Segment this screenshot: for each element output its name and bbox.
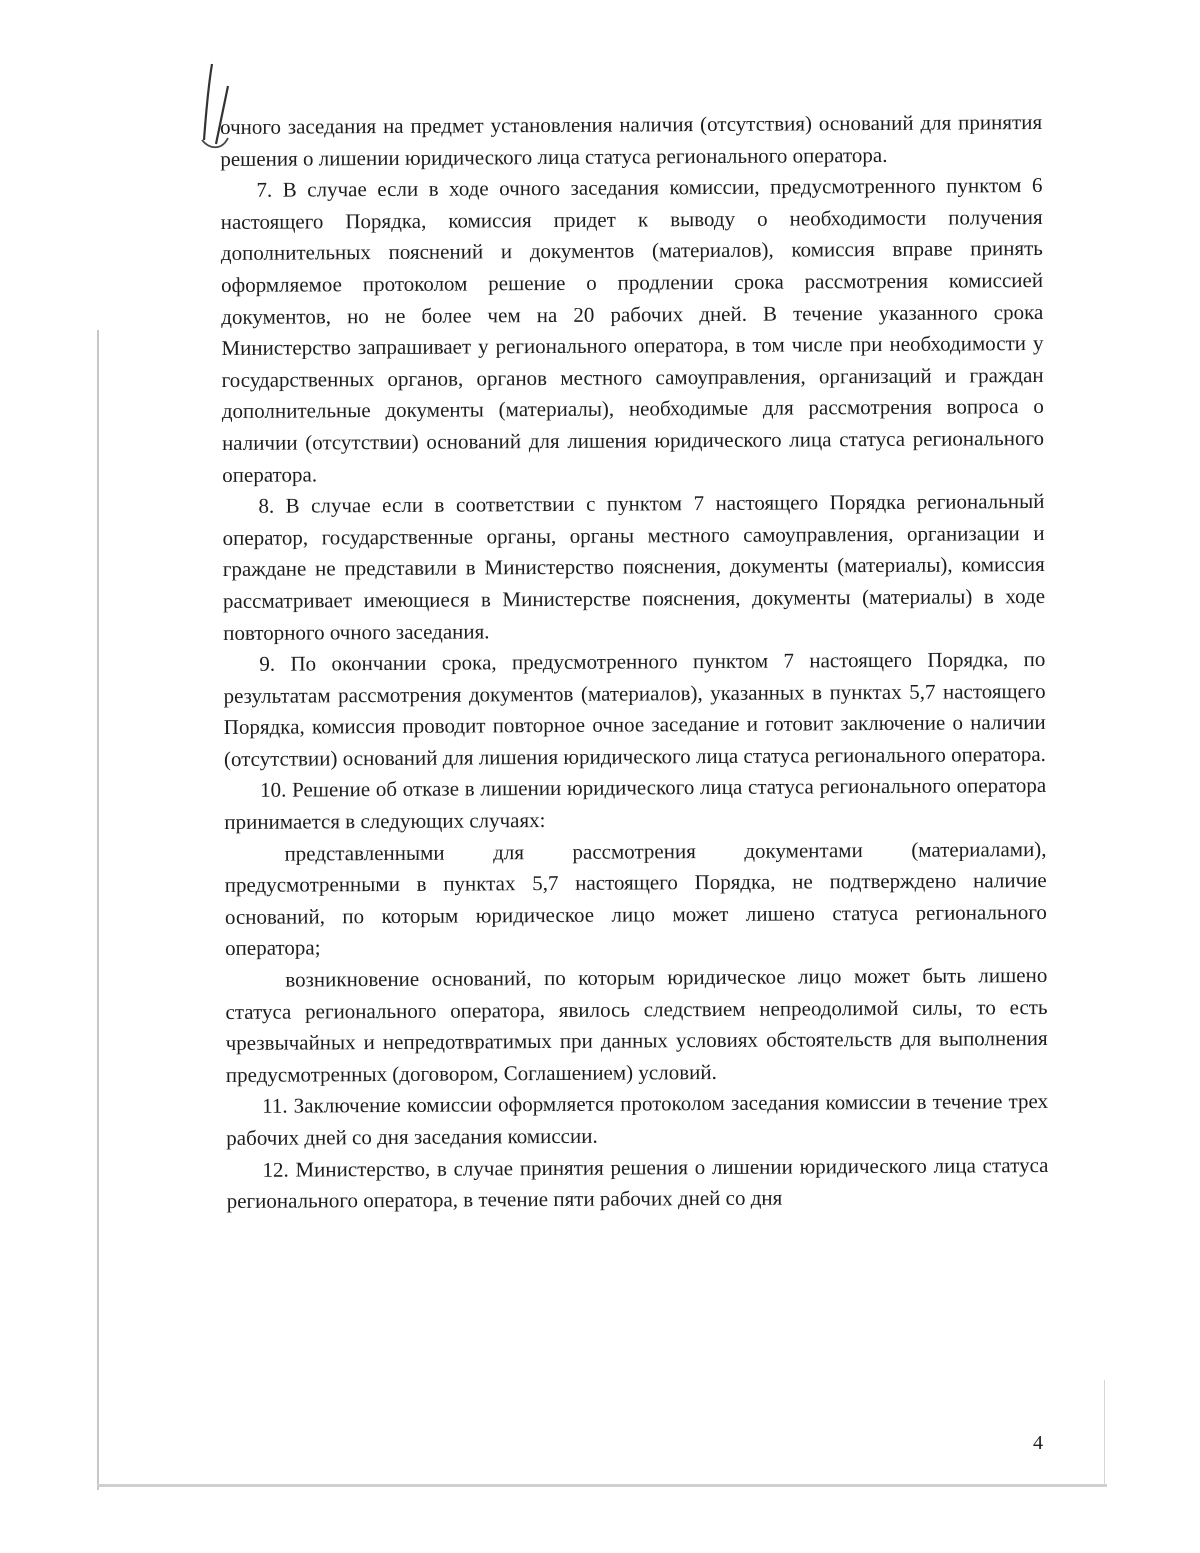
paragraph-7: 7. В случае если в ходе очного заседания комиссии, предусмотренного пунктом 6 настоящего Порядка, комиссия придет к выводу о необходимости получения дополнительных пояснений и документов (материалов), комиссия вправе принять оформляемое протоколом решение о продлении срока рассмотрения комиссией документов, но не более чем на 20 рабочих дней. В течение указанного срока Министерство запрашивает у регионального оператора, в том числе при необходимости у государственных органов, органов местного самоуправления, организаций и граждан дополнительные документы (материалы), необходимые для рассмотрения вопроса о наличии (отсутствии) оснований для лишения юридического лица статуса регионального оператора.	[220, 173, 1045, 487]
paragraph-6-end: очного заседания на предмет установления наличия (отсутствия) оснований для принятия решения о лишении юридического лица статуса регионального оператора.	[220, 109, 1043, 171]
scan-edge-bottom	[97, 1484, 1107, 1487]
scan-edge-right	[1104, 1380, 1105, 1485]
scan-edge-left	[97, 330, 99, 1490]
page-number: 4	[1033, 1432, 1043, 1454]
document-body	[220, 107, 1049, 1218]
paragraph-10: 10. Решение об отказе в лишении юридического лица статуса регионального оператора принимается в следующих случаях:	[224, 773, 1047, 835]
paragraph-9: 9. По окончании срока, предусмотренного пунктом 7 настоящего Порядка, по результатам рассмотрения документов (материалов), указанных в пунктах 5,7 настоящего Порядка, комиссия проводит повторное очное заседание и готовит заключение о наличии (отсутствии) оснований для лишения юридического лица статуса регионального оператора.	[223, 647, 1046, 771]
paragraph-12: 12. Министерство, в случае принятия решения о лишении юридического лица статуса регионального оператора, в течение пяти рабочих дней со дня	[226, 1152, 1049, 1214]
paragraph-11: 11. Заключение комиссии оформляется протоколом заседания комиссии в течение трех рабочих дней со дня заседания комиссии.	[226, 1089, 1049, 1150]
paragraph-10-case-2: возникновение оснований, по которым юридическое лицо может быть лишено статуса регионального оператора, явилось следствием непреодолимой силы, то есть чрезвычайных и непредотвратимых при данных условиях обстоятельств для выполнения предусмотренных (договором, Соглашением) условий.	[225, 962, 1048, 1087]
paragraph-10-case-1: представленными для рассмотрения документами (материалами), предусмотренными в пунктах 5,7 настоящего Порядка, не подтверждено наличие оснований, по которым юридическое лицо может лишено статуса регионального оператора;	[224, 836, 1047, 961]
paragraph-8: 8. В случае если в соответствии с пунктом 7 настоящего Порядка региональный оператор, государственные органы, органы местного самоуправления, организации и граждане не представили в Министерство пояснения, документы (материалы), комиссия рассматривает имеющиеся в Министерстве пояснения, документы (материалы) в ходе повторного очного заседания.	[222, 489, 1046, 645]
